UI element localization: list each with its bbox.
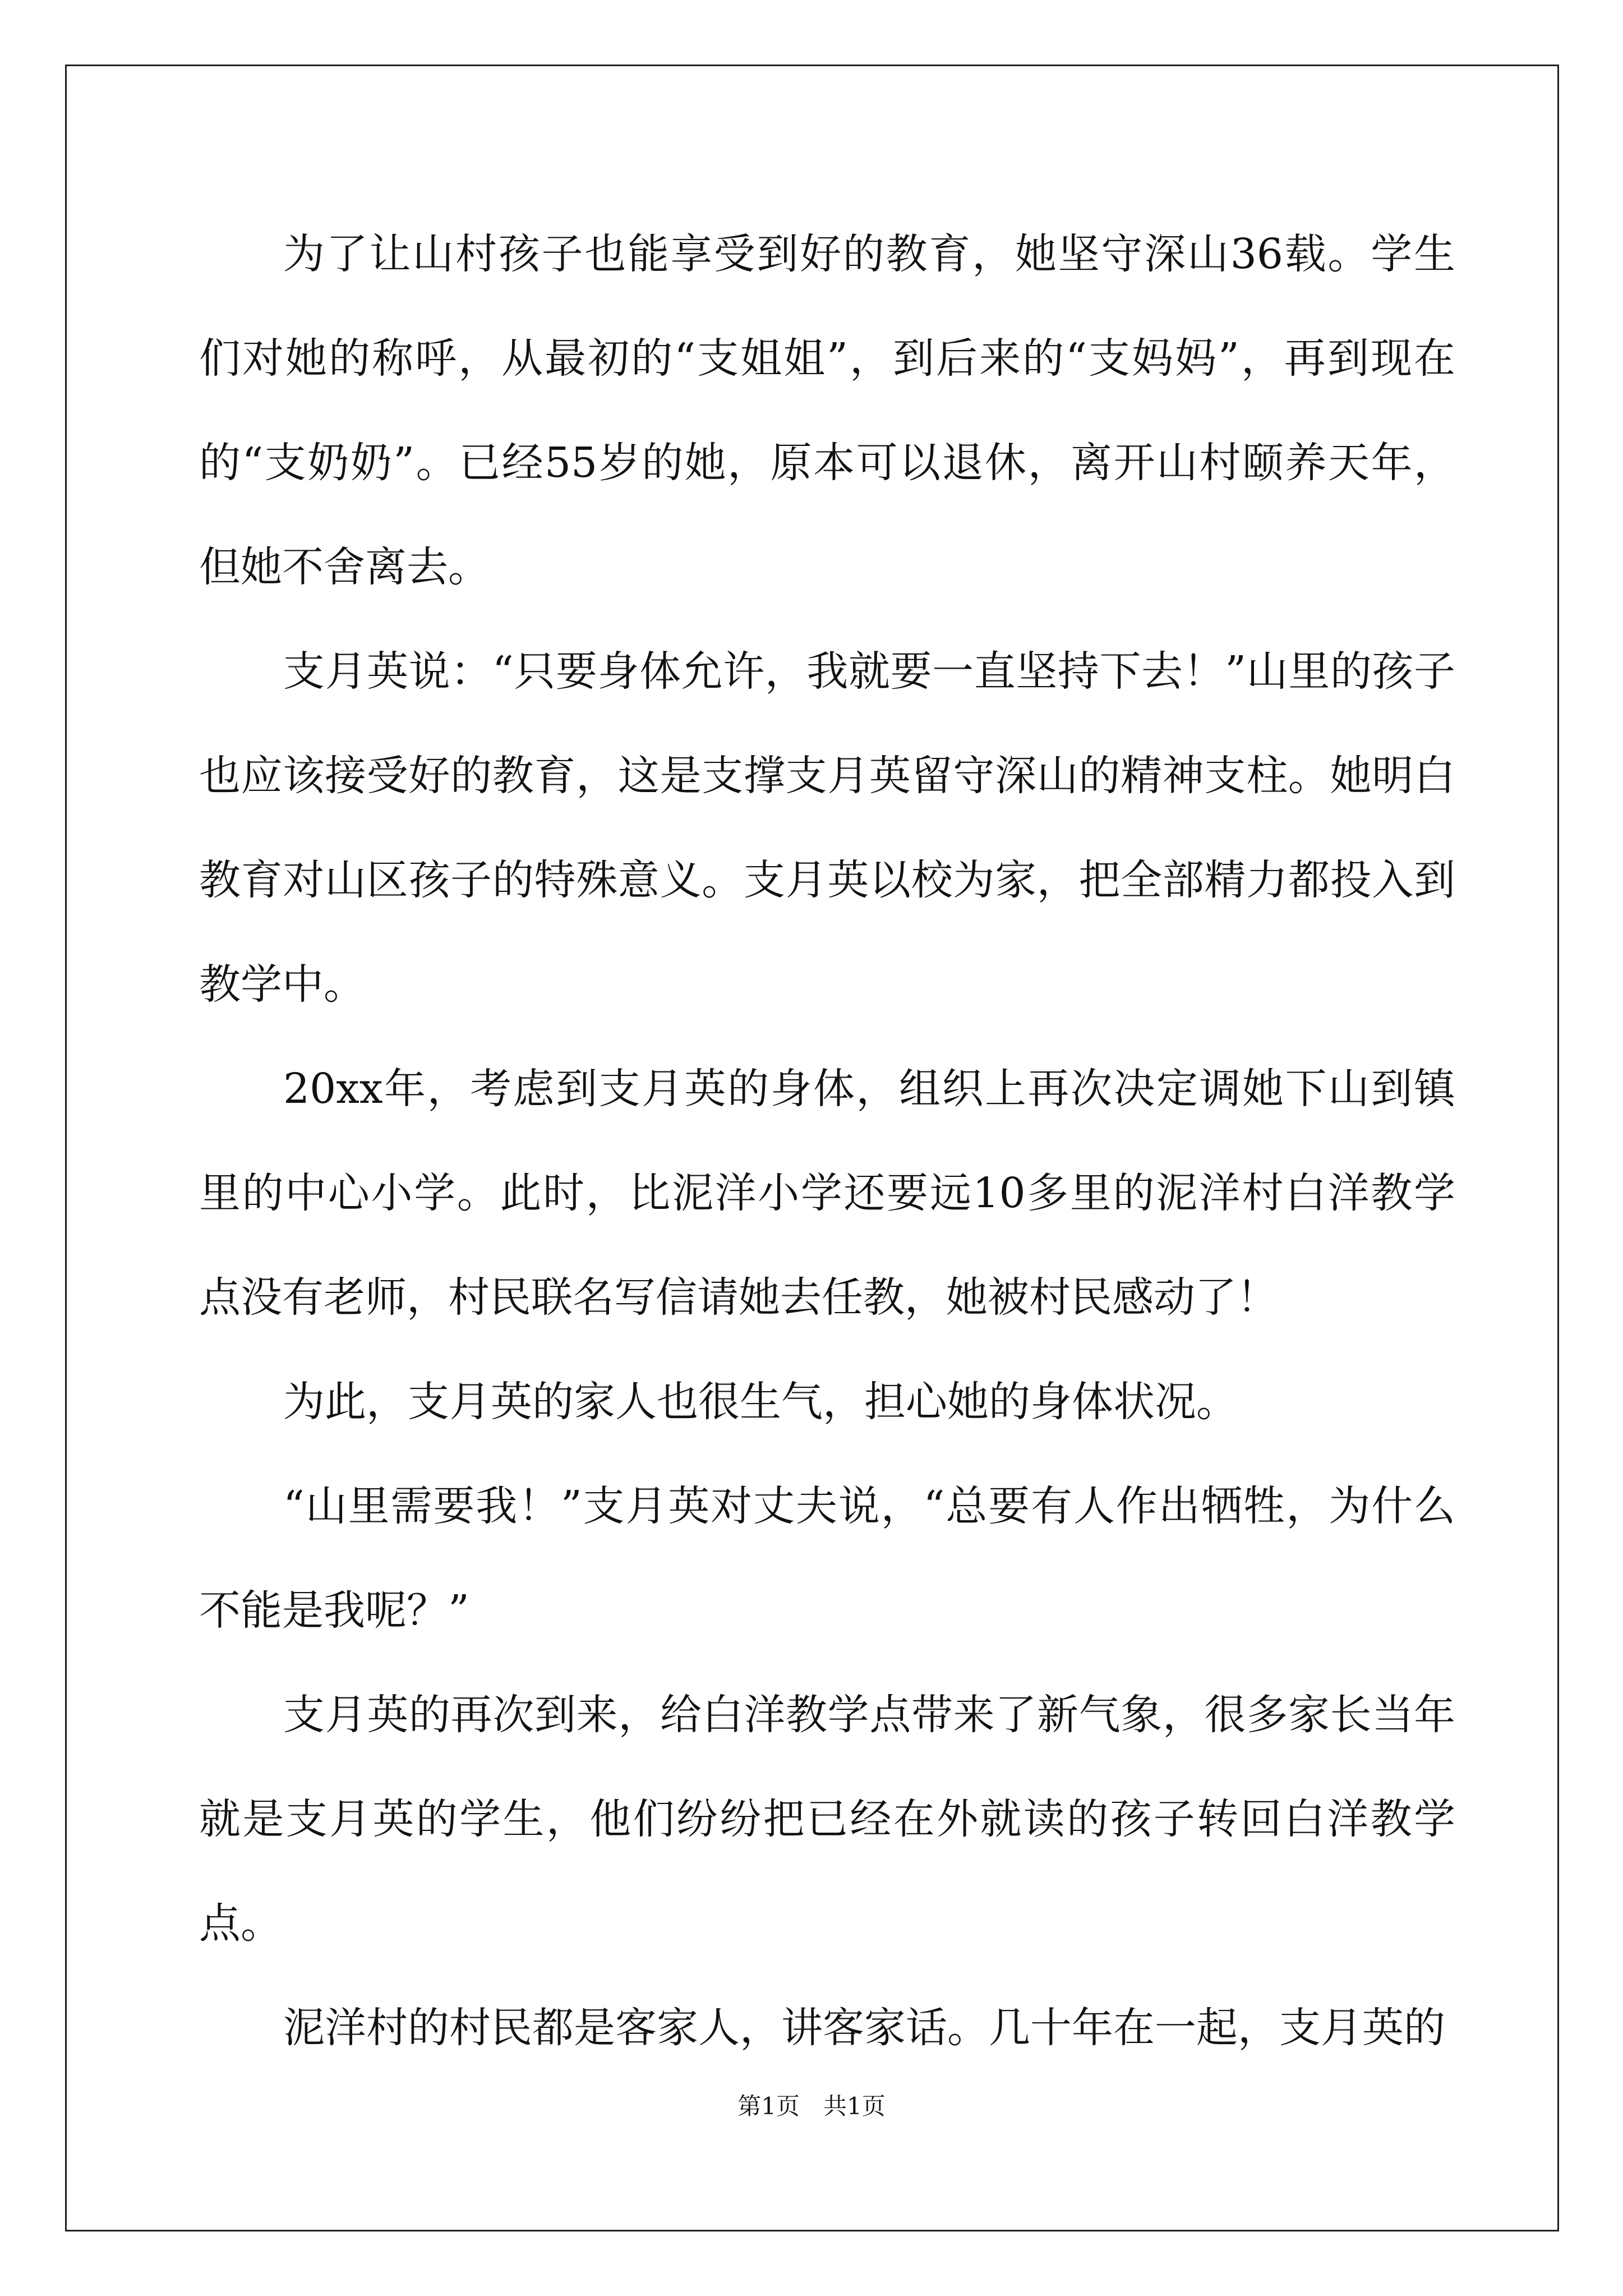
paragraph: “山里需要我！”支月英对丈夫说，“总要有人作出牺牲，为什么不能是我呢？” <box>199 1482 1455 1635</box>
paragraph: 支月英说：“只要身体允许，我就要一直坚持下去！”山里的孩子也应该接受好的教育，这是支撑支月英留守深山的精神支柱。她明白教育对山区孩子的特殊意义。支月英以校为家，把全部精力都投入到教学中。 <box>199 647 1455 1009</box>
paragraph: 为此，支月英的家人也很生气，担心她的身体状况。 <box>283 1378 1238 1426</box>
paragraph: 为了让山村孩子也能享受到好的教育，她坚守深山36载。学生们对她的称呼，从最初的“支姐姐”，到后来的“支妈妈”，再到现在的“支奶奶”。已经55岁的她，原本可以退休，离开山村颐养天年，但她不舍离去。 <box>199 230 1455 591</box>
paragraph: 20xx年，考虑到支月英的身体，组织上再次决定调她下山到镇里的中心小学。此时，比泥洋小学还要远10多里的泥洋村白洋教学点没有老师，村民联名写信请她去任教，她被村民感动了！ <box>199 1065 1455 1322</box>
page-number-footer: 第1页 共1页 <box>737 2092 886 2120</box>
paragraph: 泥洋村的村民都是客家人，讲客家话。几十年在一起，支月英的 <box>283 2004 1445 2052</box>
paragraph: 支月英的再次到来，给白洋教学点带来了新气象，很多家长当年就是支月英的学生，他们纷纷把已经在外就读的孩子转回白洋教学点。 <box>199 1691 1455 1948</box>
document-body <box>199 202 1455 2080</box>
